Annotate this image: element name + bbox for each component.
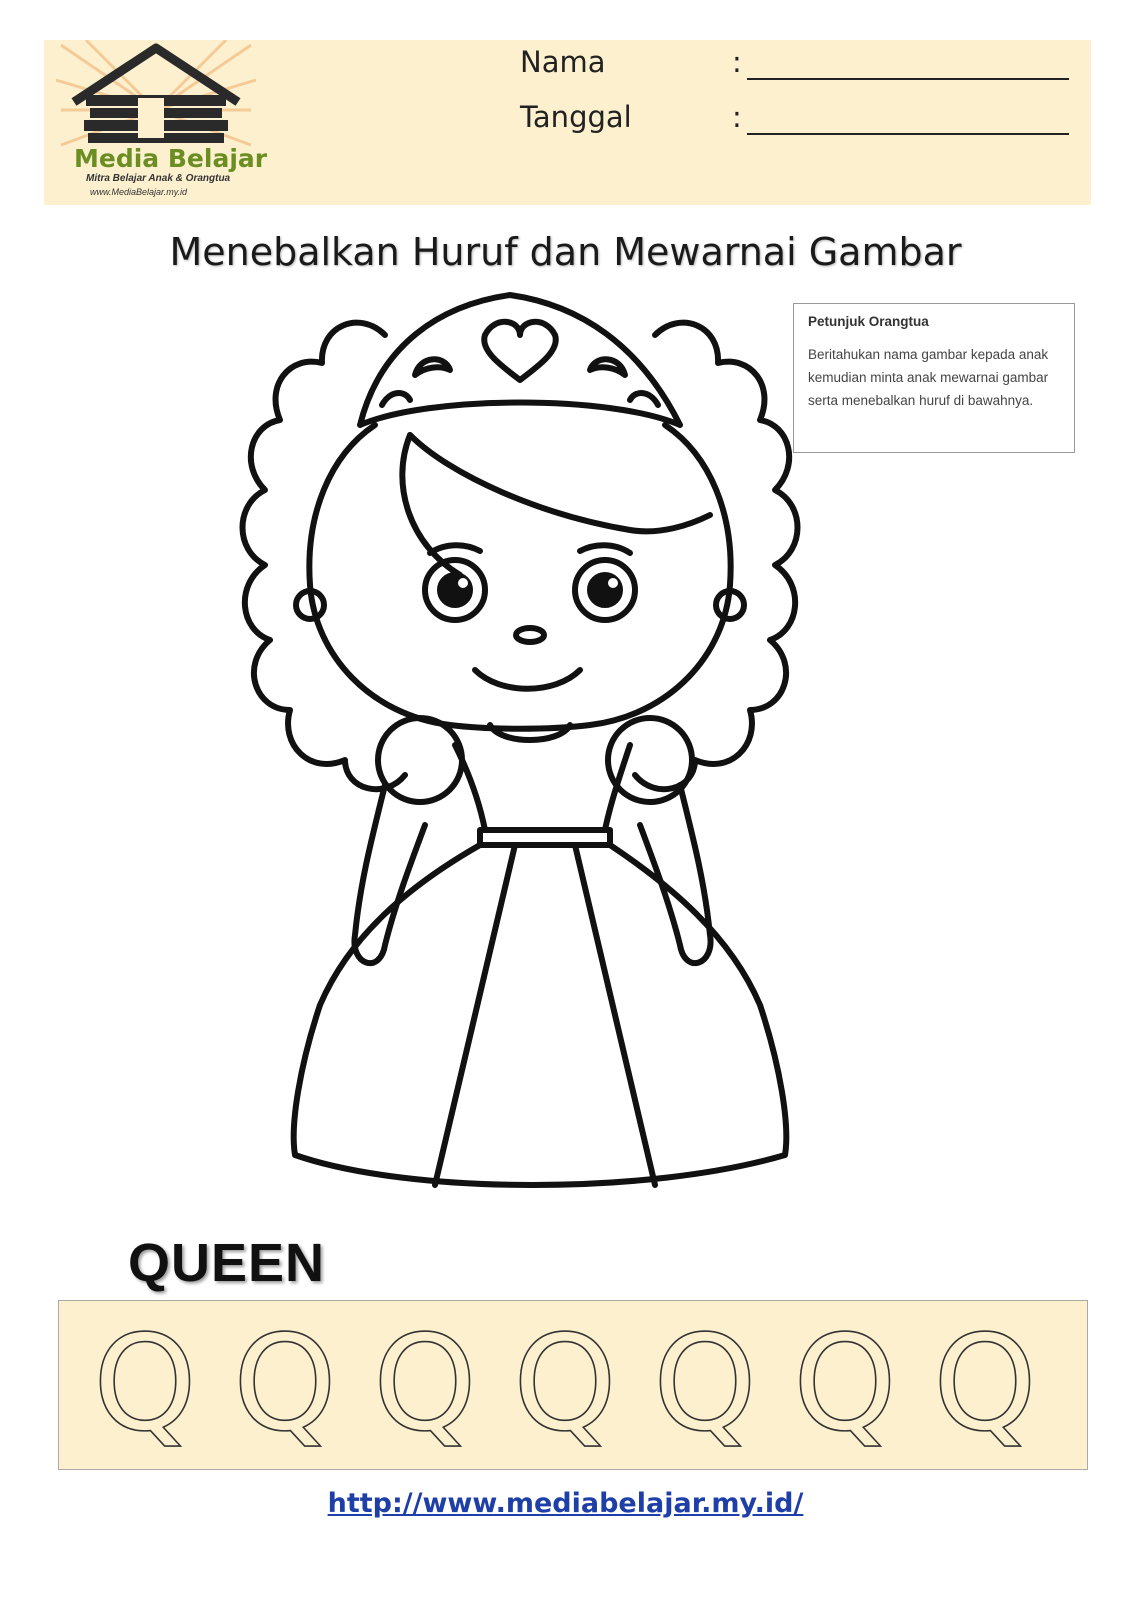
- date-label: Tanggal: [520, 100, 632, 134]
- tracing-letter-glyph: Q: [93, 1307, 197, 1461]
- tracing-letter-glyph: Q: [233, 1307, 337, 1461]
- tracing-letter[interactable]: [373, 1307, 477, 1461]
- instruction-text: Beritahukan nama gambar kepada anak kemudian minta anak mewarnai gambar serta menebalkan huruf di bawahnya.: [808, 347, 1049, 408]
- tracing-letter[interactable]: [793, 1307, 897, 1461]
- tracing-letter[interactable]: [513, 1307, 617, 1461]
- parent-instruction-box: [793, 303, 1075, 453]
- tracing-strip: [58, 1300, 1088, 1470]
- tracing-letter-glyph: Q: [933, 1307, 1037, 1461]
- logo-title: Media Belajar: [74, 144, 268, 173]
- vocabulary-word: QUEEN: [128, 1233, 326, 1293]
- tracing-letter[interactable]: [93, 1307, 197, 1461]
- tracing-letter[interactable]: [233, 1307, 337, 1461]
- instruction-title: Petunjuk Orangtua: [808, 314, 929, 329]
- tracing-letter[interactable]: [653, 1307, 757, 1461]
- logo-url: www.MediaBelajar.my.id: [90, 187, 188, 197]
- name-field[interactable]: [747, 78, 1069, 80]
- date-field[interactable]: [747, 133, 1069, 135]
- name-colon: :: [732, 45, 742, 79]
- logo-subtitle: Mitra Belajar Anak & Orangtua: [86, 173, 231, 184]
- date-colon: :: [732, 100, 742, 134]
- logo: [56, 40, 268, 205]
- header-band: [44, 40, 1091, 205]
- princess-coloring-icon: [210, 285, 830, 1225]
- website-link[interactable]: http://www.mediabelajar.my.id/: [327, 1488, 804, 1519]
- tracing-letter-glyph: Q: [513, 1307, 617, 1461]
- tracing-letter-glyph: Q: [793, 1307, 897, 1461]
- tracing-letter-glyph: Q: [653, 1307, 757, 1461]
- page-title: Menebalkan Huruf dan Mewarnai Gambar: [169, 230, 962, 274]
- tracing-letter[interactable]: [933, 1307, 1037, 1461]
- name-label: Nama: [520, 45, 606, 79]
- tracing-letter-glyph: Q: [373, 1307, 477, 1461]
